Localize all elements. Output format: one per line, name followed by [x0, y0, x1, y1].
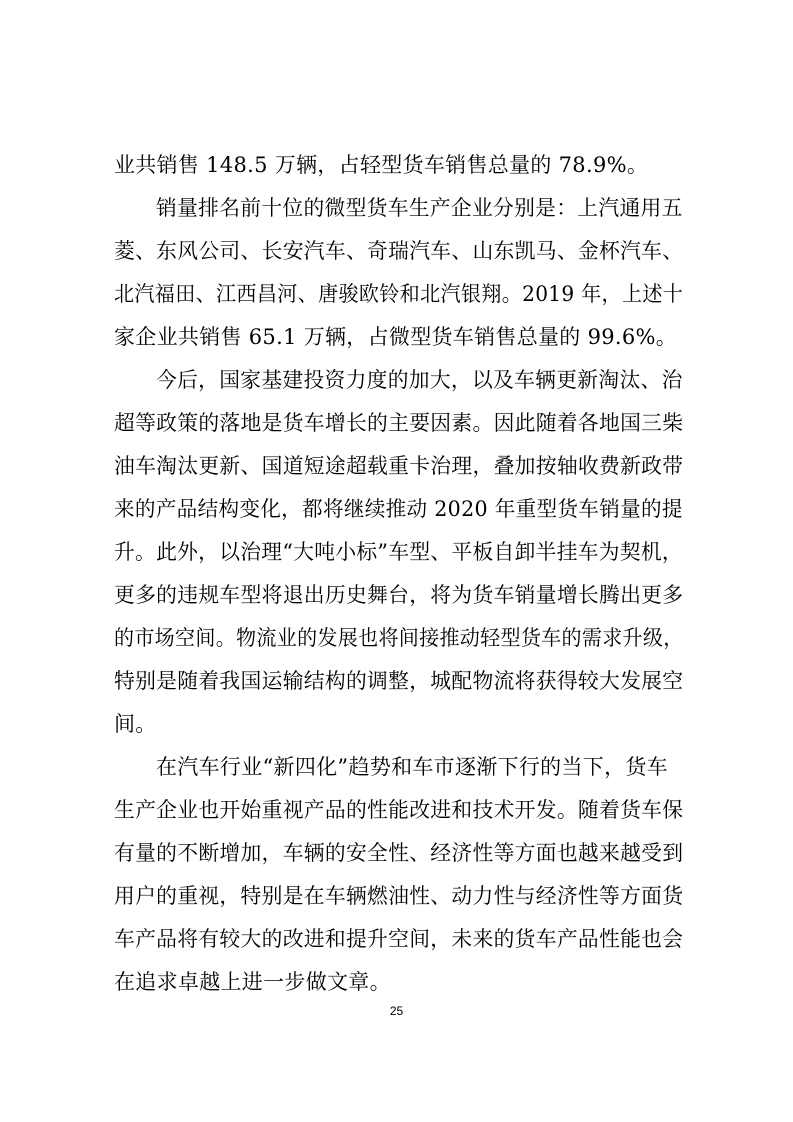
text-line: 油车淘汰更新、国道短途超载重卡治理，叠加按轴收费新政带 [114, 454, 684, 478]
text-line: 菱、东风公司、长安汽车、奇瑞汽车、山东凯马、金杯汽车、 [114, 239, 684, 263]
text-line: 来的产品结构变化，都将继续推动 2020 年重型货车销量的提 [114, 497, 683, 521]
text-line: 特别是随着我国运输结构的调整，城配物流将获得较大发展空 [114, 669, 684, 693]
text-line: 在追求卓越上进一步做文章。 [114, 970, 391, 994]
text-line: 间。 [114, 712, 157, 736]
text-line: 更多的违规车型将退出历史舞台，将为货车销量增长腾出更多 [114, 583, 684, 607]
text-line: 在汽车行业“新四化”趋势和车市逐渐下行的当下，货车 [156, 755, 668, 779]
page-number: 25 [389, 1004, 404, 1018]
text-line: 生产企业也开始重视产品的性能改进和技术开发。随着货车保 [114, 798, 684, 822]
text-line: 升。此外，以治理“大吨小标”车型、平板自卸半挂车为契机， [114, 540, 683, 564]
text-line: 的市场空间。物流业的发展也将间接推动轻型货车的需求升级， [114, 626, 684, 650]
text-line: 北汽福田、江西昌河、唐骏欧铃和北汽银翔。2019 年，上述十 [114, 282, 684, 306]
text-line: 家企业共销售 65.1 万辆，占微型货车销售总量的 99.6%。 [114, 325, 678, 349]
text-line: 超等政策的落地是货车增长的主要因素。因此随着各地国三柴 [114, 411, 684, 435]
text-line: 销量排名前十位的微型货车生产企业分别是：上汽通用五 [156, 196, 683, 220]
text-line: 车产品将有较大的改进和提升空间，未来的货车产品性能也会 [114, 927, 684, 951]
text-line: 用户的重视，特别是在车辆燃油性、动力性与经济性等方面货 [114, 884, 684, 908]
text-line: 业共销售 148.5 万辆，占轻型货车销售总量的 78.9%。 [114, 153, 649, 177]
text-line: 今后，国家基建投资力度的加大，以及车辆更新淘汰、治 [156, 368, 683, 392]
text-line: 有量的不断增加，车辆的安全性、经济性等方面也越来越受到 [114, 841, 684, 865]
